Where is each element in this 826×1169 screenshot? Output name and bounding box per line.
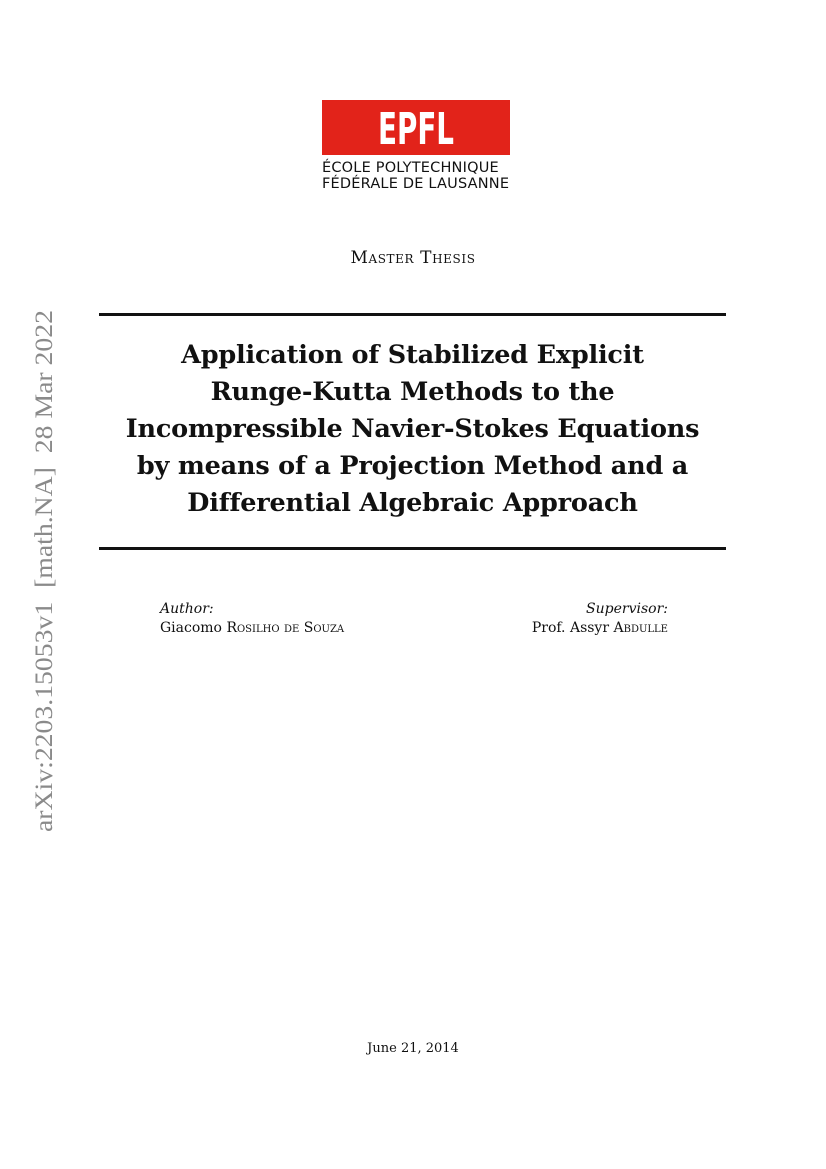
submission-date: June 21, 2014 xyxy=(367,1041,459,1056)
author-label: Author: xyxy=(160,601,214,617)
document-type: Master Thesis xyxy=(350,248,476,268)
supervisor-name xyxy=(532,619,668,638)
title-rule-top xyxy=(99,313,726,316)
title-line: Application of Stabilized Explicit xyxy=(181,340,644,370)
institution-name xyxy=(322,160,510,192)
title-line: by means of a Projection Method and a xyxy=(136,451,689,481)
epfl-logo-mark xyxy=(322,100,510,155)
epfl-logo-text: EPFL xyxy=(378,104,454,155)
author-block xyxy=(160,600,344,638)
supervisor-first-name: Prof. Assyr xyxy=(531,620,610,636)
supervisor-block xyxy=(532,600,668,638)
institution-logo xyxy=(322,100,510,192)
author-last-name: Rosilho de Souza xyxy=(226,620,345,636)
arxiv-identifier: arXiv:2203.15053v1 [math.NA] 28 Mar 2022 xyxy=(31,361,58,832)
institution-name-line-1: ÉCOLE POLYTECHNIQUE xyxy=(322,160,499,176)
supervisor-label: Supervisor: xyxy=(586,601,668,617)
title-line: Incompressible Navier-Stokes Equations xyxy=(125,414,700,444)
title-rule-bottom xyxy=(99,547,726,550)
title-line: Runge-Kutta Methods to the xyxy=(210,377,615,407)
arxiv-stamp xyxy=(20,308,64,832)
title-line: Differential Algebraic Approach xyxy=(187,488,638,518)
author-first-name: Giacomo xyxy=(160,620,222,636)
supervisor-last-name: Abdulle xyxy=(613,620,668,636)
author-name xyxy=(160,619,344,638)
institution-name-line-2: FÉDÉRALE DE LAUSANNE xyxy=(322,176,510,192)
thesis-title xyxy=(99,337,726,522)
